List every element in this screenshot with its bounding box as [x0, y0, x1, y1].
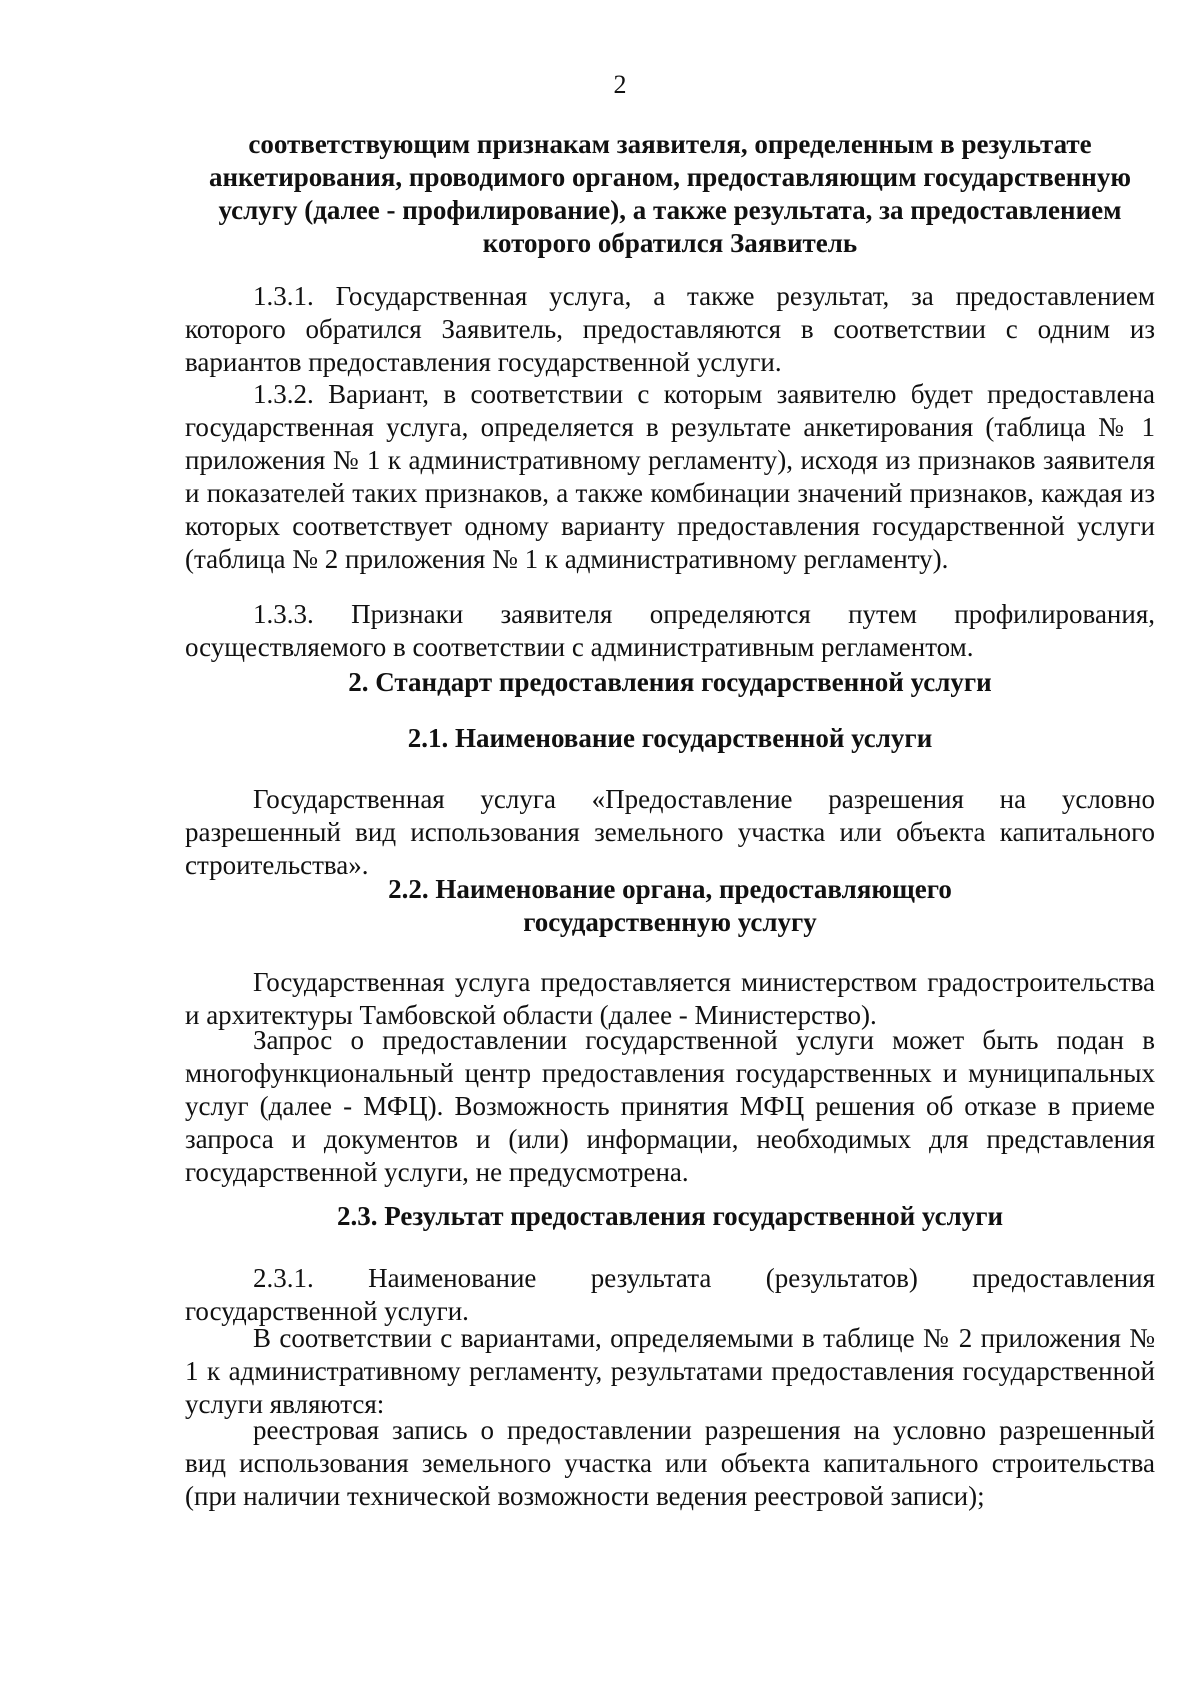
intro-heading: соответствующим признакам заявителя, определенным в результате анкетирования, проводимого органом, предоставляющим государственную услугу (далее - профилирование), а также результата, за предоставлением которого обратился Заявитель [209, 129, 1131, 258]
paragraph-2-3-1: 2.3.1. Наименование результата (результатов) предоставления государственной услуги. [185, 1263, 1155, 1326]
page-number: 2 [613, 70, 627, 99]
paragraph-1-3-2: 1.3.2. Вариант, в соответствии с которым заявителю будет предоставлена государственная услуга, определяется в результате анкетирования (таблица № 1 приложения № 1 к административному регламенту), исходя из признаков заявителя и показателей таких признаков, а также комбинации значений признаков, каждая из которых соответствует одному варианту предоставления государственной услуги (таблица № 2 приложения № 1 к административному регламенту). [185, 379, 1155, 574]
paragraph-2-2-b: Запрос о предоставлении государственной услуги может быть подан в многофункциональный центр предоставления государственных и муниципальных услуг (далее - МФЦ). Возможность принятия МФЦ решения об отказе в приеме запроса и документов и (или) информации, необходимых для представления государственной услуги, не предусмотрена. [185, 1025, 1155, 1187]
section-2-2-heading-line-1: 2.2. Наименование органа, предоставляющего [388, 874, 952, 904]
paragraph-2-1: Государственная услуга «Предоставление разрешения на условно разрешенный вид использования земельного участка или объекта капитального строительства». [185, 784, 1155, 880]
paragraph-1-3-3: 1.3.3. Признаки заявителя определяются путем профилирования, осуществляемого в соответствии с административным регламентом. [185, 599, 1155, 662]
section-2-2-heading [185, 873, 1155, 939]
section-2-2-heading-line-2: государственную услугу [523, 907, 817, 937]
paragraph-1-3-1: 1.3.1. Государственная услуга, а также результат, за предоставлением которого обратился Заявитель, предоставляются в соответствии с одним из вариантов предоставления государственной услуги. [185, 281, 1155, 377]
section-2-1-heading: 2.1. Наименование государственной услуги [407, 723, 933, 753]
section-2-heading: 2. Стандарт предоставления государственной услуги [348, 667, 992, 697]
paragraph-2-3-1-b: В соответствии с вариантами, определяемыми в таблице № 2 приложения № 1 к административному регламенту, результатами предоставления государственной услуги являются: [185, 1323, 1155, 1419]
paragraph-2-3-1-c: реестровая запись о предоставлении разрешения на условно разрешенный вид использования земельного участка или объекта капитального строительства (при наличии технической возможности ведения реестровой записи); [185, 1415, 1155, 1511]
section-2-3-heading: 2.3. Результат предоставления государственной услуги [336, 1201, 1004, 1231]
paragraph-2-2-a: Государственная услуга предоставляется министерством градостроительства и архитектуры Тамбовской области (далее - Министерство). [185, 967, 1155, 1030]
